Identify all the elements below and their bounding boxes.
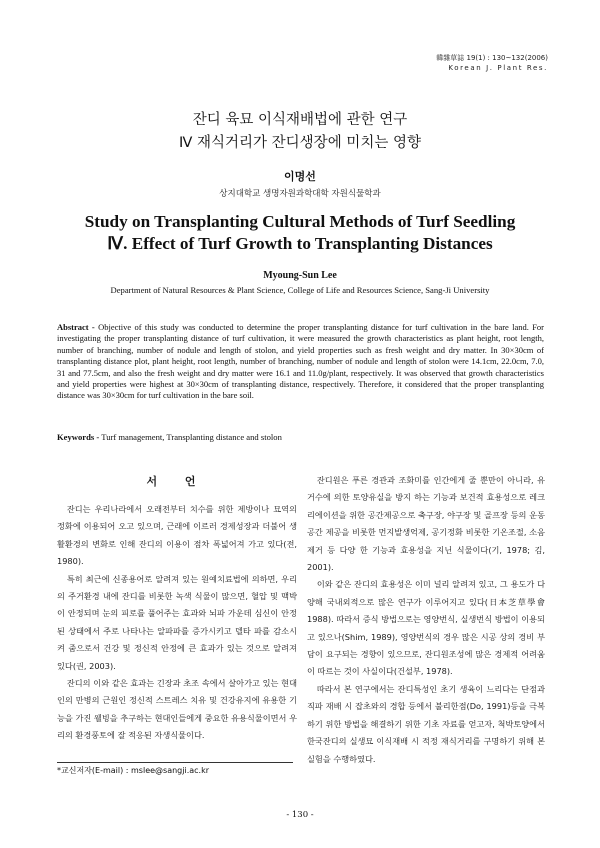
left-column [57, 472, 297, 745]
english-title-line-2: Ⅳ. Effect of Turf Growth to Transplanting Distances [107, 234, 493, 253]
korean-title-line-1: 잔디 육묘 이식재배법에 관한 연구 [192, 112, 408, 128]
right-paragraph: 따라서 본 연구에서는 잔디특성인 초기 생육이 느리다는 단점과 직파 재배 시 잡초와의 경합 등에서 불리한점(Do, 1991)등을 극복하기 위한 방법을 해결하기 위한 기초 자료를 얻고자, 척박토양에서 한국잔디의 실생묘 이식재배 시 적정 재식거리를 구명하기 위해 본 실험을 수행하였다. [307, 683, 545, 764]
right-column [307, 472, 545, 768]
abstract-label: Abstract - [57, 322, 95, 332]
section-heading-introduction: 서 언 [146, 475, 208, 488]
keywords-text: Turf management, Transplanting distance and stolon [101, 432, 282, 442]
left-paragraph: 특히 최근에 신종용어로 알려져 있는 원예치료법에 의하면, 우리의 주거환경 내에 잔디를 비롯한 녹색 식물이 많으면, 혈압 및 맥박이 안정되며 눈의 피로를 풀어주는 효과와 뇌파 가운데 심신이 안정된 상태에서 주로 나타나는 알파파를 증가시키고 델타 파를 감소시켜 줌으로서 건강 및 정신적 안정에 큰 효과가 있는 것으로 알려져 있다(권, 2003). [57, 573, 297, 671]
korean-affiliation: 상지대학교 생명자원과학대학 자원식물학과 [219, 189, 381, 199]
abstract [57, 322, 544, 402]
english-author: Myoung-Sun Lee [263, 270, 337, 281]
right-paragraph: 잔디원은 푸른 경관과 조화미를 인간에게 줄 뿐만이 아니라, 유거수에 의한 토양유실을 방지 하는 기능과 보건적 효용성으로 레크리에이션을 위한 공간제공으로 축구장, 야구장 및 골프장 등의 운동 공간 제공을 비롯한 먼지발생억제, 공기정화 비롯한 기온조절, 소음제거 등 다양 한 기능과 효용성을 지닌 식물이다(기, 1978; 김, 2001). [307, 475, 545, 573]
journal-citation [436, 53, 548, 73]
english-affiliation: Department of Natural Resources & Plant Science, College of Life and Resources Science, Sang-Ji University [110, 285, 490, 295]
journal-volume: 韓雜草誌 19(1) : 130~132(2006) [436, 54, 548, 62]
korean-title-line-2: Ⅳ 재식거리가 잔디생장에 미치는 영향 [179, 135, 421, 151]
left-paragraph: 잔디의 이와 같은 효과는 긴장과 초조 속에서 살아가고 있는 현대인의 만병의 근원인 정신적 스트레스 치유 및 건강유지에 유용한 기능을 가진 웰빙을 추구하는 현대인들에게 중요한 유용식물이면서 우리의 환경풍토에 잘 적응된 자생식물이다. [57, 678, 297, 741]
footnote-divider [57, 762, 293, 763]
left-paragraph: 잔디는 우리나라에서 오래전부터 치수를 위한 제방이나 묘역의 정화에 이용되어 오고 있으며, 근래에 이르러 경제성장과 더불어 생활환경의 변화로 인해 잔디의 이용이 점차 폭넓어져 가고 있다(전, 1980). [57, 504, 297, 567]
journal-name: Korean J. Plant Res. [448, 64, 548, 72]
page-number: - 130 - [286, 810, 314, 820]
right-paragraph: 이와 같은 잔디의 효용성은 이미 널리 알려져 있고, 그 용도가 다양해 국내외적으로 많은 연구가 이루어지고 있다(日本芝草學會 1988). 따라서 증식 방법으로는 영양번식, 실생번식 방법이 이용되고 있으나(Shim, 1989), 영양번식의 경우 많은 시공 상의 경비 부담이 요구되는 경향이 있으므로, 잔디원조성에 많은 경제적 어려움이 따르는 것이 사실이다(건설부, 1978). [307, 579, 545, 677]
keywords-label: Keywords - [57, 432, 100, 442]
abstract-text: Objective of this study was conducted to determine the proper transplanting distance for turf cultivation in the bare land. For investigating the proper transplanting distance of turf cultivation, it were measured the growth characteristics as plant height, root length, number of branching, number of nodule and length of stolon, and yield properties such as fresh weight and dry matter. In 30×30cm of transplanting distance plot, plant height, root length, number of branching, number of nodule and length of stolon were 14.1cm, 22.0cm, 7.0, 31 and 77.5cm, and also the fresh weight and dry matter were 16.1 and 11.0g/plant, respectively. It was observed that growth characteristics and yield properties were highest at 30×30cm of transplanting distance, respectively. Therefore, it considered that the proper transplanting distance was 30×30cm for turf cultivation in the bare soil. [57, 322, 545, 401]
english-title-line-1: Study on Transplanting Cultural Methods of Turf Seedling [84, 212, 516, 231]
keywords [57, 432, 544, 442]
corresponding-author-footnote: *교신저자(E-mail) : mslee@sangji.ac.kr [57, 766, 210, 775]
korean-author: 이명선 [284, 170, 316, 183]
